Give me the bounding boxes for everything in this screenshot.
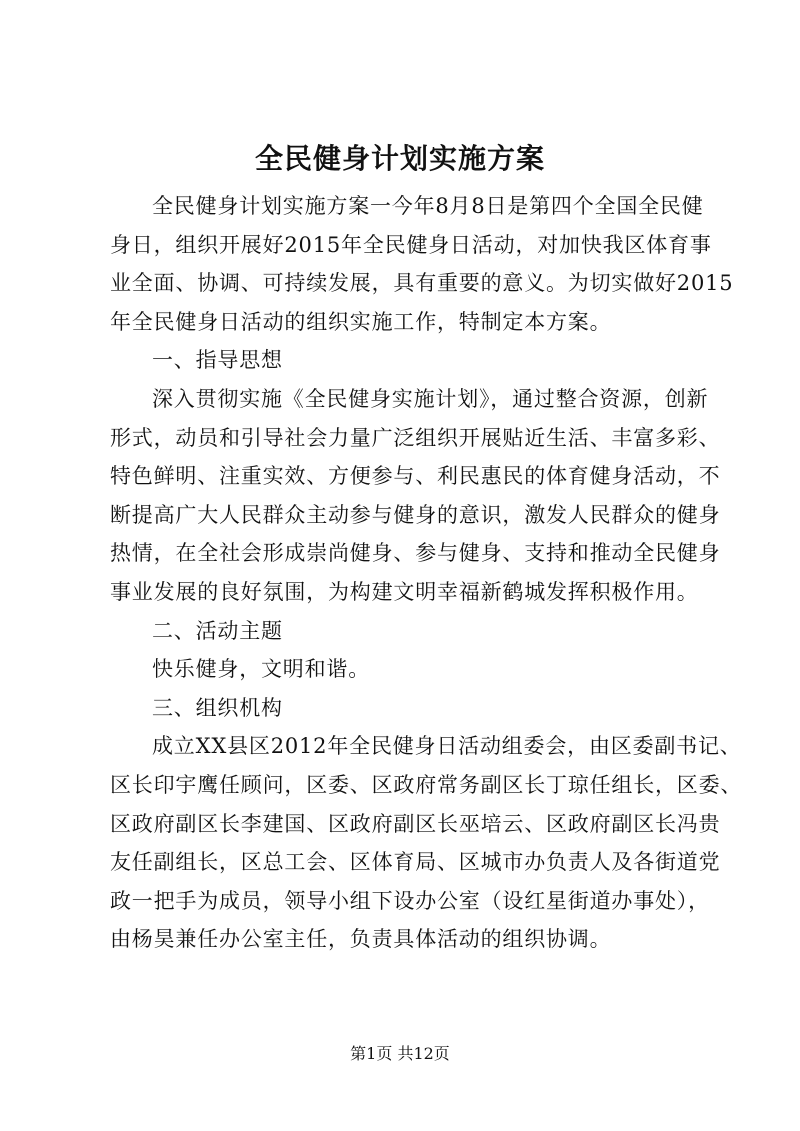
document-body <box>110 187 743 959</box>
paragraph-line: 快乐健身，文明和谐。 <box>152 657 370 682</box>
paragraph-line: 全民健身计划实施方案一今年8月8日是第四个全国全民健 <box>152 194 704 218</box>
page-number-footer: 第1页 共12页 <box>350 1044 450 1063</box>
paragraph-line: 特色鲜明、注重实效、方便参与、利民惠民的体育健身活动，不 <box>110 464 721 489</box>
paragraph-line: 由杨昊兼任办公室主任，负责具体活动的组织协调。 <box>110 927 612 952</box>
paragraph-line: 区政府副区长李建国、区政府副区长巫培云、区政府副区长冯贵 <box>110 811 721 836</box>
document-title: 全民健身计划实施方案 <box>254 142 545 175</box>
paragraph-line: 断提高广大人民群众主动参与健身的意识，激发人民群众的健身 <box>110 502 721 527</box>
paragraph-line: 区长印宇鹰任顾问，区委、区政府常务副区长丁琼任组长，区委、 <box>110 772 743 797</box>
paragraph-line: 形式，动员和引导社会力量广泛组织开展贴近生活、丰富多彩、 <box>110 425 721 450</box>
paragraph-line: 政一把手为成员，领导小组下设办公室（设红星街道办事处）， <box>110 888 710 913</box>
paragraph-line: 年全民健身日活动的组织实施工作，特制定本方案。 <box>110 309 612 334</box>
section-heading: 三、组织机构 <box>152 695 283 720</box>
paragraph-line: 热情，在全社会形成崇尚健身、参与健身、支持和推动全民健身 <box>110 541 721 566</box>
paragraph-line: 身日，组织开展好2015年全民健身日活动，对加快我区体育事 <box>110 232 712 257</box>
section-heading: 二、活动主题 <box>152 618 283 643</box>
paragraph-line: 业全面、协调、可持续发展，具有重要的意义。为切实做好2015 <box>110 271 734 296</box>
paragraph-line: 成立XX县区2012年全民健身日活动组委会，由区委副书记、 <box>152 734 742 759</box>
paragraph-line: 事业发展的良好氛围，为构建文明幸福新鹤城发挥积极作用。 <box>110 579 699 604</box>
paragraph-line: 友任副组长，区总工会、区体育局、区城市办负责人及各街道党 <box>110 850 721 875</box>
section-heading: 一、指导思想 <box>152 348 283 373</box>
paragraph-line: 深入贯彻实施《全民健身实施计划》，通过整合资源，创新 <box>152 386 709 411</box>
